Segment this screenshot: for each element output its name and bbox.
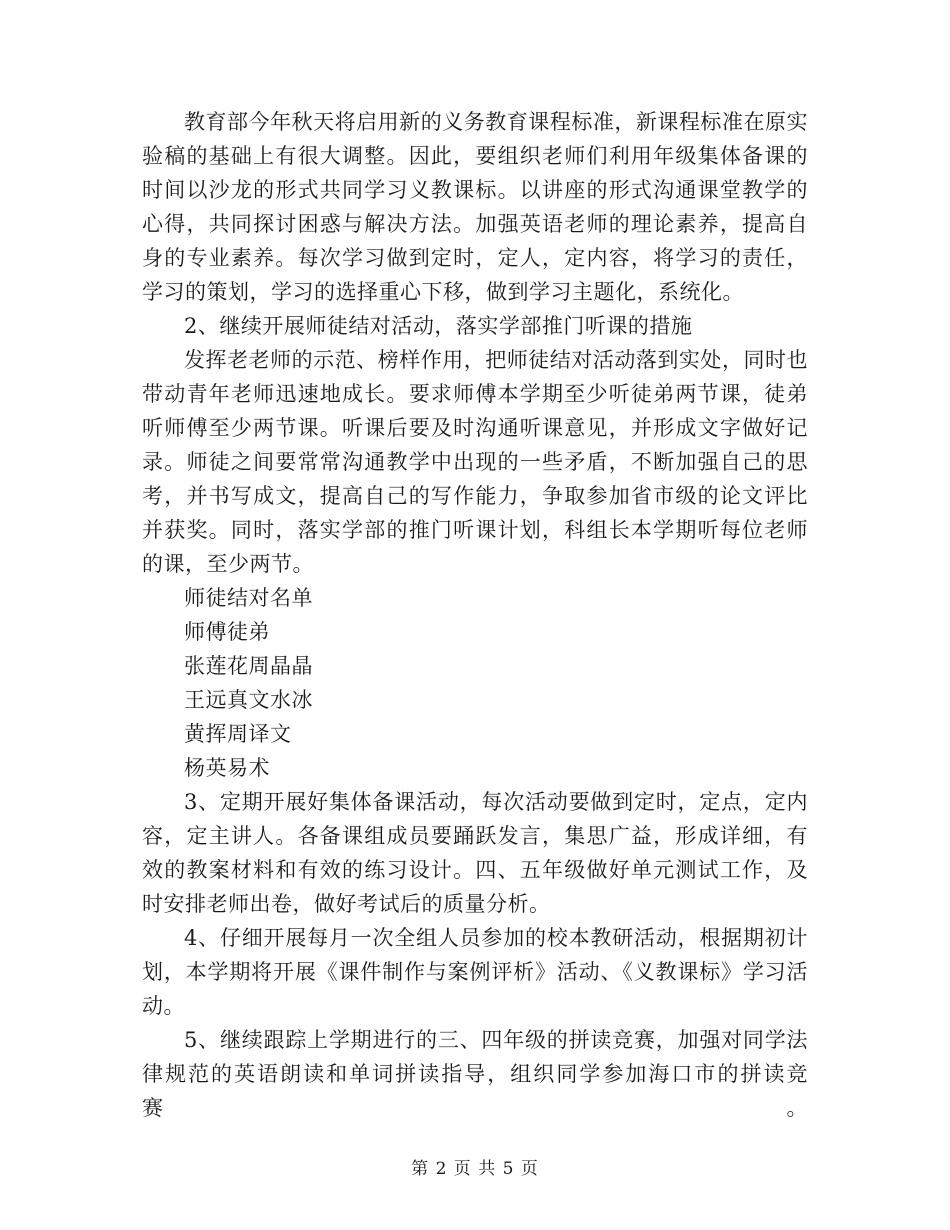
pairing-list-row: 杨英易术 — [184, 756, 270, 780]
page-number-footer: 第 2 页 共 5 页 — [411, 1159, 539, 1179]
pairing-list-row: 黄挥周译文 — [184, 722, 292, 746]
pairing-list-row: 张莲花周晶晶 — [184, 654, 313, 678]
paragraph-mentoring: 发挥老老师的示范、榜样作用，把师徒结对活动落到实处，同时也带动青年老师迅速地成长。要求师傅本学期至少听徒弟两节课，徒弟听师傅至少两节课。听课后要及时沟通听课意见，并形成文字做好记录。师徒之间要常常沟通教学中出现的一些矛盾，不断加强自己的思考，并书写成文，提高自己的写作能力，争取参加省市级的论文评比并获奖。同时，落实学部的推门听课计划，科组长本学期听每位老师的课，至少两节。 — [142, 348, 808, 576]
section-heading-mentoring: 2、继续开展师徒结对活动，落实学部推门听课的措施 — [184, 314, 693, 338]
paragraph-school-research: 4、仔细开展每月一次全组人员参加的校本教研活动，根据期初计划，本学期将开展《课件制作与案例评析》活动、《义教课标》学习活动。 — [142, 926, 808, 1018]
paragraph-curriculum-study: 教育部今年秋天将启用新的义务教育课程标准，新课程标准在原实验稿的基础上有很大调整。因此，要组织老师们利用年级集体备课的时间以沙龙的形式共同学习义教课标。以讲座的形式沟通课堂教学的心得，共同探讨困惑与解决方法。加强英语老师的理论素养，提高自身的专业素养。每次学习做到定时，定人，定内容，将学习的责任，学习的策划，学习的选择重心下移，做到学习主题化，系统化。 — [142, 110, 808, 304]
paragraph-lesson-planning: 3、定期开展好集体备课活动，每次活动要做到定时，定点，定内容，定主讲人。各备课组成员要踊跃发言，集思广益，形成详细，有效的教案材料和有效的练习设计。四、五年级做好单元测试工作，及时安排老师出卷，做好考试后的质量分析。 — [142, 790, 808, 916]
pairing-list-header: 师傅徒弟 — [184, 620, 270, 644]
document-body — [142, 105, 808, 1125]
paragraph-phonics-competition: 5、继续跟踪上学期进行的三、四年级的拼读竞赛，加强对同学法律规范的英语朗读和单词拼读指导，组织同学参加海口市的拼读竞赛。 — [142, 1028, 808, 1120]
pairing-list-row: 王远真文水冰 — [184, 688, 313, 712]
pairing-list-title: 师徒结对名单 — [184, 586, 313, 610]
